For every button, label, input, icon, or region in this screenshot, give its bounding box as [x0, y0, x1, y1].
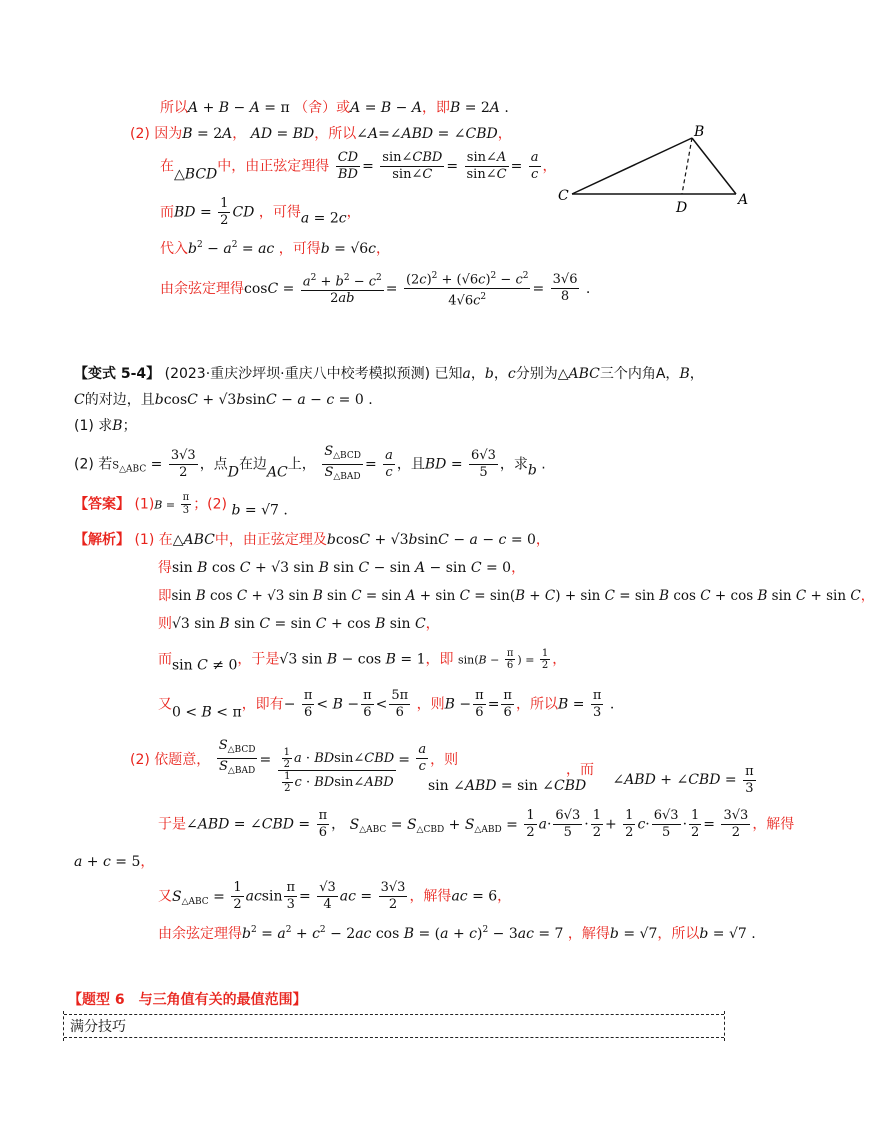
tips-box	[64, 1014, 724, 1038]
segment-BD	[682, 138, 692, 194]
analysis-line-6: 又0 < B < π，即有− $\frac{\pi}{6}$ < B − $\frac{\pi}{6}$ < $\frac{5\pi}{6}$ ，则B − $\frac{\pi}{6}$ = $\frac{\pi}{6}$ ，所以B = $\frac{\pi}{3}$ .	[158, 688, 615, 721]
solution-line-3: 在△BCD中，由正弦定理得 $\frac{CD}{BD}$ = $\frac{\text{sin∠CBD}}{\sin\angle C}$ = $\frac{\sin\angle A}{\sin\angle C}$ = $\frac{a}{c}$ ，	[160, 150, 557, 183]
variant-source: (2023·重庆沙坪坝·重庆八中校考模拟预测)	[164, 366, 431, 382]
analysis-line-5: 而sin C ≠ 0，于是√3 sin B − cos B = 1，即 sin(B − $\frac{\pi}{6}$ ) = $\frac{1}{2}$ ，	[158, 648, 567, 674]
analysis-line-7b: sin ∠ABD = sin ∠CBD	[428, 778, 587, 794]
label-B: B	[694, 124, 705, 140]
solution-line-4: 而BD = $\frac{1}{2}$ CD ，可得a = 2c，	[160, 196, 361, 228]
variant-q1: (1) 求B；	[74, 418, 137, 434]
section-title: 【题型 6 与三角值有关的最值范围】	[68, 992, 307, 1008]
solution-line-5: 代入$b^2 - a^2$ = ac ，可得b = √6c，	[160, 240, 390, 257]
analysis-line-7: (2) 依题意， $\frac{S_{\triangle BCD}}{S_{\triangle BAD}}$ = $\frac{1}{2}$ a · BDsin∠CBD $\frac{1}{2}$ c · BDsin∠ABD = $\frac{a}{c}$ ，则	[130, 738, 459, 794]
label-C: C	[558, 188, 569, 204]
variant-q2: (2) 若$S_{\triangle ABC}$ = $\frac{3√3}{2}$ ，点D在边AC上， $\frac{S_{\triangle BCD}}{S_{\triangle BAD}}$ = $\frac{a}{c}$ ，且BD = $\frac{6√3}{5}$ ，求b .	[74, 444, 546, 482]
tips-label: 满分技巧	[70, 1019, 126, 1035]
analysis-line-2: 得sin B cos C + √3 sin B sin C − sin A − sin C = 0，	[158, 560, 526, 576]
side-BA	[692, 138, 736, 194]
answer-tag: 【答案】	[74, 496, 130, 513]
analysis-line-10: 又$S_{\triangle ABC}$ = $\frac{1}{2}$ acsin $\frac{\pi}{3}$ = $\frac{√3}{4}$ ac = $\frac{3√3}{2}$ ，解得ac = 6，	[158, 880, 512, 912]
variant-line-2: C的对边，且bcosC + √3bsinC − a − c = 0 .	[74, 392, 373, 408]
analysis-line-3: 即sin B cos C + √3 sin B sin C = sin A + sin C = sin(B + C) + sin C = sin B cos C + cos B sin C + sin C，	[158, 588, 874, 604]
analysis-line-11: 由余弦定理得$b^2 = a^2 + c^2 - 2ac$ $\cos B = (a + c)^2 - 3ac = 7$ ，解得b = √7，所以b = √7 .	[158, 925, 756, 942]
answer-line: 【答案】 (1)B = $\frac{\pi}{3}$ ；(2) b = √7 .	[74, 492, 288, 519]
solution-line-6: 由余弦定理得cosC = $\frac{a^2 + b^2 - c^2}{2ab}$ = $\frac{(2c)^2 + (√6c)^2 - c^2}{4√6c^2}$ = $\frac{3√6}{8}$ .	[160, 268, 590, 308]
triangle-figure	[552, 122, 752, 214]
analysis-line-4: 则√3 sin B sin C = sin C + cos B sin C，	[158, 616, 440, 632]
label-D: D	[676, 200, 688, 216]
solution-line-1: 所以A + B − A = π （舍）或A = B − A，即B = 2A .	[160, 100, 509, 116]
analysis-line-1: 【解析】 (1) 在△ABC中，由正弦定理及bcosC + √3bsinC − a − c = 0，	[74, 532, 550, 548]
variant-tag: 【变式 5-4】	[74, 366, 161, 382]
solution-line-2: (2) 因为B = 2A， AD = BD，所以∠A=∠ABD = ∠CBD，	[130, 126, 512, 142]
analysis-tag: 【解析】	[74, 532, 130, 548]
analysis-line-9: a + c = 5，	[74, 854, 155, 870]
variant-line-1: 【变式 5-4】 (2023·重庆沙坪坝·重庆八中校考模拟预测) 已知a，b，c分别为△ABC三个内角A，B，	[74, 366, 704, 382]
side-CB	[572, 138, 692, 194]
label-A: A	[738, 192, 749, 208]
analysis-line-7c: ，而 ∠ABD + ∠CBD = $\frac{\pi}{3}$	[566, 762, 754, 796]
analysis-line-8: 于是∠ABD = ∠CBD = $\frac{\pi}{6}$ ， $S_{\triangle ABC} = S_{\triangle CBD} + S_{\triangle ABD}$ = $\frac{1}{2}$ a· $\frac{6√3}{5}$ · $\frac{1}{2}$ + $\frac{1}{2}$ c· $\frac{6√3}{5}$ · $\frac{1}{2}$ = $\frac{3√3}{2}$ ，解得	[158, 808, 795, 840]
